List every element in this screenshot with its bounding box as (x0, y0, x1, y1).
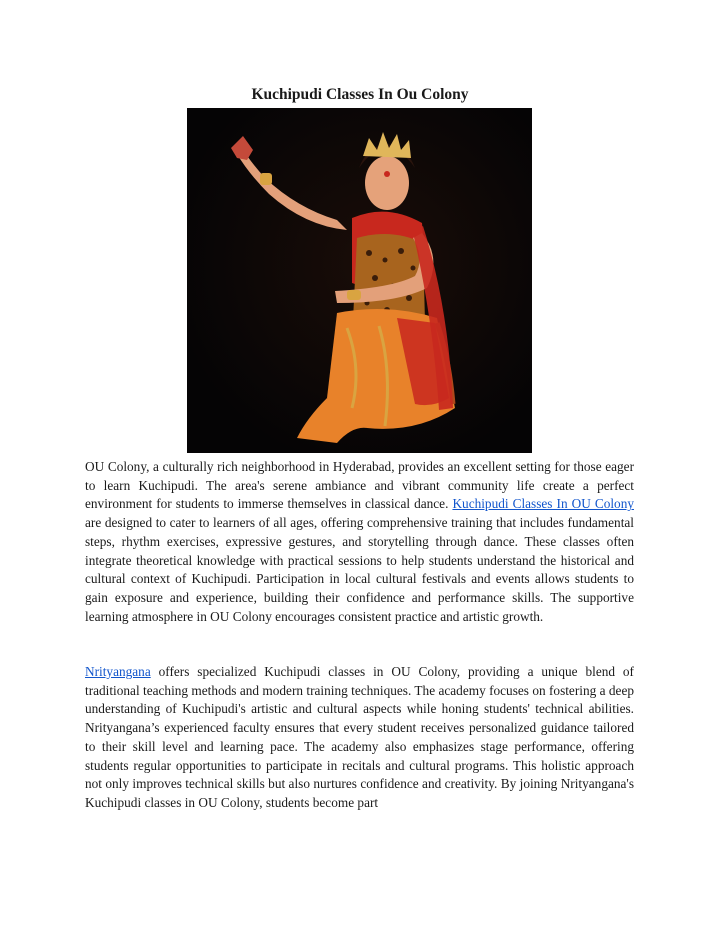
paragraph1-text-start: OU Colony, a culturally rich neighborhood in Hyderabad, provides an excellent setting for those eager to learn Kuchipudi. The area's serene ambiance and vibrant community life create a perfect environment for students to immerse themselves in classical dance. (85, 459, 634, 512)
page-title: Kuchipudi Classes In Ou Colony (251, 86, 469, 103)
dancer-photo (187, 108, 532, 453)
paragraph-nrityangana (85, 663, 634, 813)
paragraph1-text-end: are designed to cater to learners of all ages, offering comprehensive training that includes fundamental steps, rhythm exercises, expressive gestures, and storytelling through dance. These classes often integrate theoretical knowledge with practical sessions to help students understand the historical and cultural context of Kuchipudi. Participation in local cultural festivals and events allows students to gain exposure and experience, building their confidence and performance skills. The supportive learning atmosphere in OU Colony encourages consistent practice and artistic growth. (85, 515, 634, 624)
paragraph-ou-colony (85, 458, 634, 626)
paragraph2-text: offers specialized Kuchipudi classes in OU Colony, providing a unique blend of traditional teaching methods and modern training techniques. The academy focuses on fostering a deep understanding of Kuchipudi's artistic and cultural aspects while honing students' technical abilities. Nrityangana’s experienced faculty ensures that every student receives personalized guidance tailored to their skill level and learning pace. The academy also emphasizes stage performance, offering students regular opportunities to participate in recitals and cultural programs. This holistic approach not only improves technical skills but also nurtures confidence and creativity. By joining Nrityangana's Kuchipudi classes in OU Colony, students become part (85, 664, 634, 810)
nrityangana-link[interactable]: Nrityangana (85, 664, 151, 679)
dancer-illustration (187, 108, 532, 453)
kuchipudi-classes-link[interactable]: Kuchipudi Classes In OU Colony (452, 496, 634, 512)
